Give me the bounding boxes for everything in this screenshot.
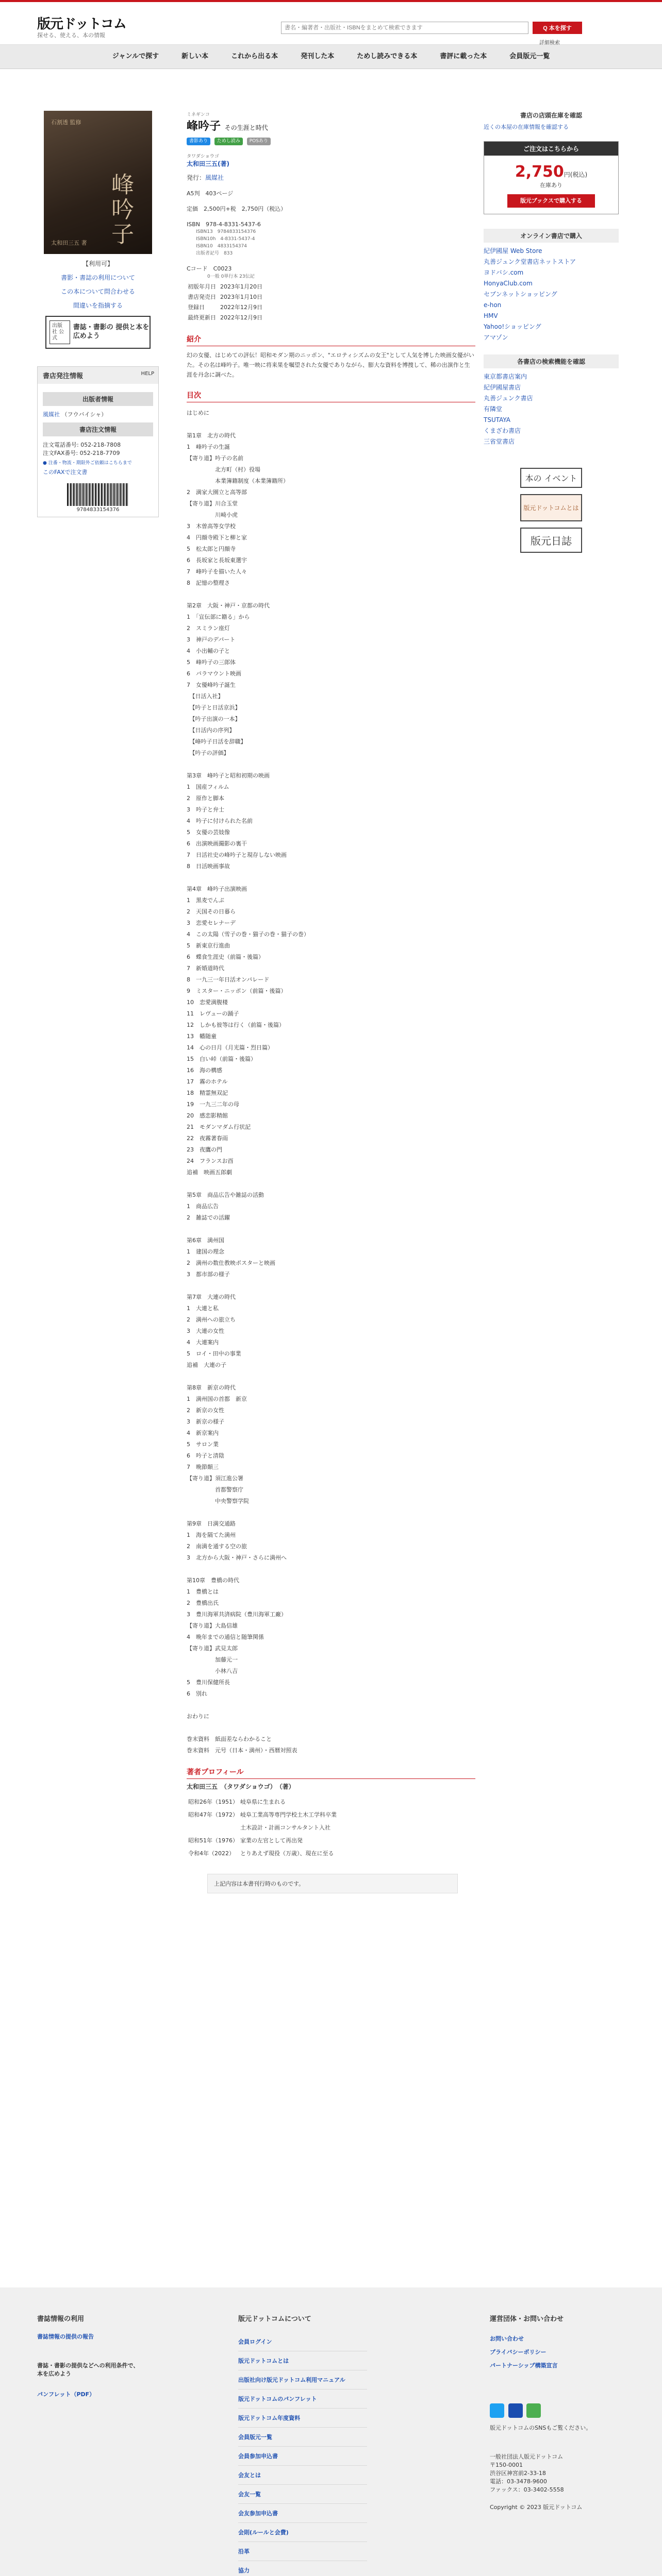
order-tel: 注文電話番号: 052-218-7808 [43, 442, 121, 448]
store-order-title: 書店発注情報 HELP [38, 367, 158, 384]
cover-usage-link[interactable]: 書影・書誌の利用について [61, 274, 135, 281]
isbn-details: ISBN13 9784833154376 ISBN10h 4-8331-5437-4 ISBN10 4833154374 出版者記号 833 [196, 229, 256, 256]
order-info-label: 書店注文情報 [43, 422, 153, 436]
publisher-info-label: 出版者情報 [43, 392, 153, 406]
ccode: Cコード C0023 [187, 265, 232, 272]
search-button[interactable]: Q 本を探す [533, 22, 582, 34]
shop-link[interactable]: 東京都書店案内 [484, 373, 527, 380]
author-link[interactable]: 太和田三五(著) [187, 160, 229, 167]
nav-published-books[interactable]: 発刊した本 [301, 53, 335, 60]
store-link[interactable]: e-hon [484, 301, 502, 309]
search-input[interactable] [281, 22, 528, 34]
profile-table: 昭和26年（1951） 岐阜県に生まれる 昭和47年（1972） 岐阜工業高等専門学校土木工学科卒業 土木設計・計画コンサルタント入社 昭和51年（1976） 家業の左官として再出発 令和4年（2022） とりあえず現役（万歳）、現在に至る [188, 1799, 337, 1857]
event-banner[interactable]: 本の イベント [520, 468, 582, 488]
cover-small-text: 石割透 監修 [51, 119, 81, 126]
footer-privacy-link[interactable]: プライバシーポリシー [490, 2349, 547, 2355]
footer-link[interactable]: 会則(ルールと会費) [238, 2523, 367, 2542]
promo-banner-text: 書誌・書影の 提供と本を広めよう [73, 324, 150, 340]
promo-banner-tag: 出版社 公式 [49, 320, 70, 344]
footer-org: 一般社団法人版元ドットコム [490, 2453, 564, 2460]
date-table: 初版年月日 2023年1月20日 書店発売日 2023年1月10日 登録日 2022年12月9日 最終更新日 2022年12月9日 [188, 283, 262, 321]
facebook-icon[interactable] [508, 2403, 523, 2418]
diary-banner[interactable]: 版元日誌 [520, 528, 582, 553]
buy-button[interactable]: 版元ブックスで購入する [507, 194, 595, 208]
left-column [37, 111, 159, 517]
price-display: 2,750円(税込) [515, 163, 588, 181]
stock-status: 在庫あり [540, 182, 562, 189]
shop-link[interactable]: 有隣堂 [484, 405, 503, 413]
book-subtitle: その生涯と時代 [224, 124, 268, 131]
isbn-barcode [67, 483, 129, 506]
footer-about-title: 版元ドットコムについて [238, 2315, 311, 2323]
shop-link[interactable]: 三省堂書店 [484, 438, 515, 445]
profile-heading: 著者プロフィール [187, 1767, 475, 1779]
nav-new-books[interactable]: 新しい本 [181, 53, 209, 60]
stock-check-title: 書店の店頭在庫を確認 [520, 112, 582, 119]
nav-genre[interactable]: ジャンルで探す [112, 53, 159, 60]
store-link[interactable]: 丸善ジュンク堂書店ネットストア [484, 258, 576, 265]
help-link[interactable]: HELP [141, 371, 154, 377]
cover-title: 峰吟子 [107, 173, 134, 247]
title-kana: ミネギンコ [187, 112, 210, 117]
report-error-link[interactable]: 間違いを指摘する [73, 302, 123, 309]
shop-search-title: 各書店の検索機能を確認 [484, 354, 619, 368]
inquiry-link[interactable]: この本について問合わせる [61, 288, 135, 295]
publisher-link[interactable]: 風媒社 [205, 174, 224, 181]
store-link[interactable]: HMV [484, 312, 498, 319]
fax-order-link[interactable]: このFAXで注文書 [43, 469, 88, 476]
main-column: ミネギンコ 峰吟子 その生涯と時代 書影あり ためし読み POSあり タワダショウゴ 太和田三五(著) 発行：風媒社 A5判 403ページ 定価 2,500円+税 2,750円（税込） ISBN 978-4-8331-5437-6 ISBN13 9784833154376 ISBN10h 4-8331-5437-4 ISBN10 4833154374 出版者記号 833 Cコード C0023 0一般 0単行本 23伝記 初版年月日 2023年1月20日 書店発売日 2023年1月10日 登録日 2022年12月9日 最終更新日 2022年12月9日 紹介 幻の女優、はじめての評伝！昭和モダン期のニッポン、"エロティシズムの女王"として人気を博した映画女優がいた。その名は峰吟子。唯一映に将来果を嘱望された女優でありながら、膨大な資料を博捜して、稀の出演作と生涯を丹念に調べた。 目次 はじめに 第1章 北方の時代 1 峰吟子の生誕 【寄り道】吟子の名前 北方町（村）役場 本業簿籍制度（本業簿籍所） 2 満家大園立と高等部 【寄り道】川合玉堂 川崎小虎 3 木曽高等女学校 4 円顔寺殿下と柳と家 5 松太郎と円顔寺 6 長坂家と長坂東選宇 7 峰吟子を描いた人々 8 記憶の整理さ 第2章 大阪・神戸・京都の時代 1 「宣伝部に籍る」から 2 スミラン座灯 3 神戸のデパート 4 小出輔の子と 5 峰吟子の三郎体 6 パラマウント映画 7 女優峰吟子誕生 【日活入社】 【吟子と日活京浜】 【吟子出演の一本】 【日活内の序列】 【峰吟子日活を辞職】 【吟子の評価】 第3章 峰吟子と昭和初期の映画 1 国産フィルム 2 原作と脚本 3 吟子と弁士 4 吟子に付けられた名前 5 女優の芸妓像 6 出演映画撮影の裏干 7 日活社史の峰吟子と現存しない映画 8 日活映画事故 第4章 峰吟子出演映画 1 黒麦でんぷ 2 天国その日暮ら 3 恋愛セレナーデ 4 この太陽（雪子の巻・猫子の巻・猫子の巻） 5 新東京行進曲 6 蝶食生涯史（前篇・後篇） 7 新婚道時代 8 一九三一年日活オンパレード 9 ミスター・ニッポン（前篇・後篇） 10 恋愛満腹楼 11 レヴューの踊子 12 しかも彼等は行く（前篇・後篇） 13 幡随童 14 心の日月（月光篇・烈日篇） 15 白い峠（前篇・後篇） 16 海の構感 17 霧のホテル 18 精霊無双記 19 一九三二年の母 20 感恋影精館 21 モダンマダム行状記 22 夜霧著春雨 23 夜鷹の門 24 フランスお酉 追補 映画五郎劇 第5章 商品広告や雑誌の活動 1 商品広告 2 雑誌での活躍 第6章 満州国 1 建国の理念 2 満州の数仕教映ポスターと映画 3 都市部の様子 第7章 大連の時代 1 大連と私 2 満州への旅立ち 3 大連の女性 4 大連案内 5 ロイ・田中の事業 追補 大連の子 第8章 新京の時代 1 満州国の首都 新京 2 新京の女性 3 新京の様子 4 新京案内 5 サロン業 6 吟子と清陰 7 晩節顛三 【寄り道】須江進公署 首都警察庁 中央警察学院 第9章 日満交通路 1 海を隔てた満州 2 南満を通する空の旅 3 北方から大阪・神戸・さらに満州へ 第10章 豊橋の時代 1 豊橋とは 2 豊橋出氏 3 豊川海軍共済病院（豊川海軍工廠） 【寄り道】大島信雄 4 晩年までの通信と随筆関係 【寄り道】武見太郎 加藤元一 小林八吉 5 豊川保健所長 6 別れ おわりに 巻末資料 紙面差ならわかること 巻末資料 元号（日本・満州）・西暦対照表 著者プロフィール 太和田三五 （タワダショウゴ） （著） 昭和26年（1951） 岐阜県に生まれる 昭和47年（1972） 岐阜工業高等専門学校土木工学科卒業 土木設計・計画コンサルタント入社 昭和51年（1976） 家業の左官として再出発 令和4年（2022） とりあえず現役（万歳）、現在に至る 上記内容は本書刊行時のものです。 [187, 111, 475, 1893]
site-header [0, 2, 662, 45]
footer-partnership-link[interactable]: パートナーシップ構築宣言 [490, 2362, 558, 2369]
footer-link[interactable]: 会友一覧 [238, 2485, 367, 2504]
footer-link[interactable]: 沿革 [238, 2542, 367, 2561]
order-fax: 注文FAX番号: 052-218-7709 [43, 450, 120, 456]
footer-link[interactable]: 協力 [238, 2561, 367, 2576]
profile-name: 太和田三五 （タワダショウゴ） （著） [187, 1783, 295, 1790]
book-cover-image[interactable] [44, 111, 152, 254]
footer-address-line: 電話：03-3478-9600 [490, 2478, 547, 2485]
store-order-box [37, 366, 159, 517]
store-link[interactable]: アマゾン [484, 334, 508, 341]
badge-cover: 書影あり [187, 138, 210, 145]
store-link[interactable]: セブンネットショッピング [484, 291, 557, 298]
note-icon[interactable] [526, 2403, 541, 2418]
badge-trial[interactable]: ためし読み [214, 138, 243, 145]
footer-link[interactable]: 会員版元一覧 [238, 2428, 367, 2447]
advanced-search-link[interactable]: 詳細検索 [539, 40, 560, 46]
nav-trial-reading[interactable]: ためし読みできる本 [357, 53, 418, 60]
book-title: 峰吟子 その生涯と時代 [187, 120, 268, 133]
twitter-icon[interactable] [490, 2403, 504, 2418]
order-note[interactable]: ● 注番・物流・期限外ご依頼はこちらまで [43, 461, 132, 466]
footer-address-line: ファックス：03-3402-5558 [490, 2486, 564, 2493]
isbn: ISBN 978-4-8331-5437-6 [187, 221, 261, 228]
shop-link[interactable]: くまざわ書店 [484, 427, 521, 434]
shop-link[interactable]: 紀伊國屋書店 [484, 384, 521, 391]
store-link[interactable]: HonyaClub.com [484, 280, 533, 287]
publisher-reading: （フウバイシャ） [61, 411, 107, 418]
footer-col-contact [490, 2313, 593, 2511]
author-kana: タワダショウゴ [187, 154, 219, 159]
usage-label: 【利用可】 [82, 260, 113, 267]
toc-text: はじめに 第1章 北方の時代 1 峰吟子の生誕 【寄り道】吟子の名前 北方町（村）役場 本業簿籍制度（本業簿籍所） 2 満家大園立と高等部 【寄り道】川合玉堂 川崎小虎 3 木曽高等女学校 4 円顔寺殿下と柳と家 5 松太郎と円顔寺 6 長坂家と長坂東選宇 7 峰吟子を描いた人々 8 記憶の整理さ 第2章 大阪・神戸・京都の時代 1 「宣伝部に籍る」から 2 スミラン座灯 3 神戸のデパート 4 小出輔の子と 5 峰吟子の三郎体 6 パラマウント映画 7 女優峰吟子誕生 【日活入社】 【吟子と日活京浜】 【吟子出演の一本】 【日活内の序列】 【峰吟子日活を辞職】 【吟子の評価】 第3章 峰吟子と昭和初期の映画 1 国産フィルム 2 原作と脚本 3 吟子と弁士 4 吟子に付けられた名前 5 女優の芸妓像 6 出演映画撮影の裏干 7 日活社史の峰吟子と現存しない映画 8 日活映画事故 第4章 峰吟子出演映画 1 黒麦でんぷ 2 天国その日暮ら 3 恋愛セレナーデ 4 この太陽（雪子の巻・猫子の巻・猫子の巻） 5 新東京行進曲 6 蝶食生涯史（前篇・後篇） 7 新婚道時代 8 一九三一年日活オンパレード 9 ミスター・ニッポン（前篇・後篇） 10 恋愛満腹楼 11 レヴューの踊子 12 しかも彼等は行く（前篇・後篇） 13 幡随童 14 心の日月（月光篇・烈日篇） 15 白い峠（前篇・後篇） 16 海の構感 17 霧のホテル 18 精霊無双記 19 一九三二年の母 20 感恋影精館 21 モダンマダム行状記 22 夜霧著春雨 23 夜鷹の門 24 フランスお酉 追補 映画五郎劇 第5章 商品広告や雑誌の活動 1 商品広告 2 雑誌での活躍 第6章 満州国 1 建国の理念 2 満州の数仕教映ポスターと映画 3 都市部の様子 第7章 大連の時代 1 大連と私 2 満州への旅立ち 3 大連の女性 4 大連案内 5 ロイ・田中の事業 追補 大連の子 第8章 新京の時代 1 満州国の首都 新京 2 新京の女性 3 新京の様子 4 新京案内 5 サロン業 6 吟子と清陰 7 晩節顛三 【寄り道】須江進公署 首都警察庁 中央警察学院 第9章 日満交通路 1 海を隔てた満州 2 南満を通する空の旅 3 北方から大阪・神戸・さらに満州へ 第10章 豊橋の時代 1 豊橋とは 2 豊橋出氏 3 豊川海軍共済病院（豊川海軍工廠） 【寄り道】大島信雄 4 晩年までの通信と随筆関係 【寄り道】武見太郎 加藤元一 小林八吉 5 豊川保健所長 6 別れ おわりに 巻末資料 紙面差ならわかること 巻末資料 元号（日本・満州）・西暦対照表 [187, 410, 309, 1754]
shop-link[interactable]: TSUTAYA [484, 416, 511, 423]
intro-heading: 紹介 [187, 334, 475, 346]
footer-pamphlet-link[interactable]: パンフレット（PDF） [37, 2391, 95, 2398]
ccode-detail: 0一般 0単行本 23伝記 [207, 274, 255, 279]
nav-upcoming-books[interactable]: これから出る本 [231, 53, 278, 60]
store-link[interactable]: ヨドバシ.com [484, 269, 524, 276]
site-logo[interactable]: 版元ドットコム [37, 16, 126, 32]
footer-report-link[interactable]: 書誌情報の提供の報告 [37, 2333, 94, 2340]
intro-text: 幻の女優、はじめての評伝！昭和モダン期のニッポン、"エロティシズムの女王"として人気を博した映画女優がいた。その名は峰吟子。唯一映に将来果を嘱望された女優でありながら、膨大な資料を博捜して、稀の出演作と生涯を丹念に調べた。 [187, 352, 474, 378]
footer-link[interactable]: 版元ドットコムのパンフレット [238, 2389, 367, 2409]
online-store-list [484, 246, 619, 343]
footer-col-usage [37, 2313, 140, 2398]
promo-banner[interactable] [45, 316, 151, 349]
barcode-number: 9784833154376 [76, 507, 120, 513]
toc-heading: 目次 [187, 390, 475, 402]
book-format: A5判 403ページ [187, 190, 234, 197]
buy-box [484, 141, 619, 214]
footer-link[interactable]: 出版社向け版元ドットコム利用マニュアル [238, 2370, 367, 2389]
site-footer [0, 2287, 662, 2576]
nav-reviewed-books[interactable]: 書評に載った本 [440, 53, 487, 60]
nav-member-publishers[interactable]: 会員版元一覧 [509, 53, 550, 60]
publication-note: 上記内容は本書刊行時のものです。 [207, 1874, 458, 1893]
footer-link[interactable]: 版元ドットコム年度資料 [238, 2409, 367, 2428]
footer-link[interactable]: 会員ログイン [238, 2332, 367, 2351]
book-price: 定価 2,500円+税 2,750円（税込） [187, 206, 287, 212]
shop-link[interactable]: 丸善ジュンク書店 [484, 395, 533, 402]
stock-check-link[interactable]: 近くの本屋の在庫情報を確認する [484, 124, 569, 130]
footer-usage-text: 書誌・書影の提供などへの利用条件で、本を広めよう [37, 2362, 139, 2377]
store-link[interactable]: 紀伊國屋 Web Store [484, 247, 542, 255]
site-tagline: 探せる、使える、本の情報 [37, 32, 105, 39]
cover-author: 太和田三五 著 [51, 240, 87, 246]
footer-address-line: 〒150-0001 [490, 2462, 523, 2468]
footer-link[interactable]: 会友参加申込書 [238, 2504, 367, 2523]
footer-sns-text: 版元ドットコムのSNSもご覧ください。 [490, 2425, 592, 2431]
publisher-name-link[interactable]: 風媒社 [43, 411, 60, 418]
store-link[interactable]: Yahoo!ショッピング [484, 323, 541, 330]
footer-link[interactable]: 会友とは [238, 2466, 367, 2485]
footer-contact-link[interactable]: お問い合わせ [490, 2335, 524, 2342]
footer-link[interactable]: 版元ドットコムとは [238, 2351, 367, 2370]
main-nav [0, 45, 662, 69]
badge-pos: POSあり [247, 138, 271, 145]
footer-address-line: 渋谷区神宮前2-33-18 [490, 2470, 546, 2477]
badge-row [187, 137, 475, 145]
shop-list [484, 371, 619, 447]
footer-usage-title: 書誌情報の利用 [37, 2315, 85, 2323]
footer-col-about [238, 2313, 367, 2576]
footer-contact-title: 運営団体・お問い合わせ [490, 2315, 564, 2323]
footer-link[interactable]: 会員参加申込書 [238, 2447, 367, 2466]
right-column [484, 111, 619, 559]
footer-copyright: Copyright © 2023 版元ドットコム [490, 2504, 583, 2511]
online-stores-title: オンライン書店で購入 [484, 229, 619, 243]
about-banner[interactable]: 版元ドットコムとは [520, 494, 582, 521]
buy-box-header: ご注文はこちらから [484, 142, 618, 156]
